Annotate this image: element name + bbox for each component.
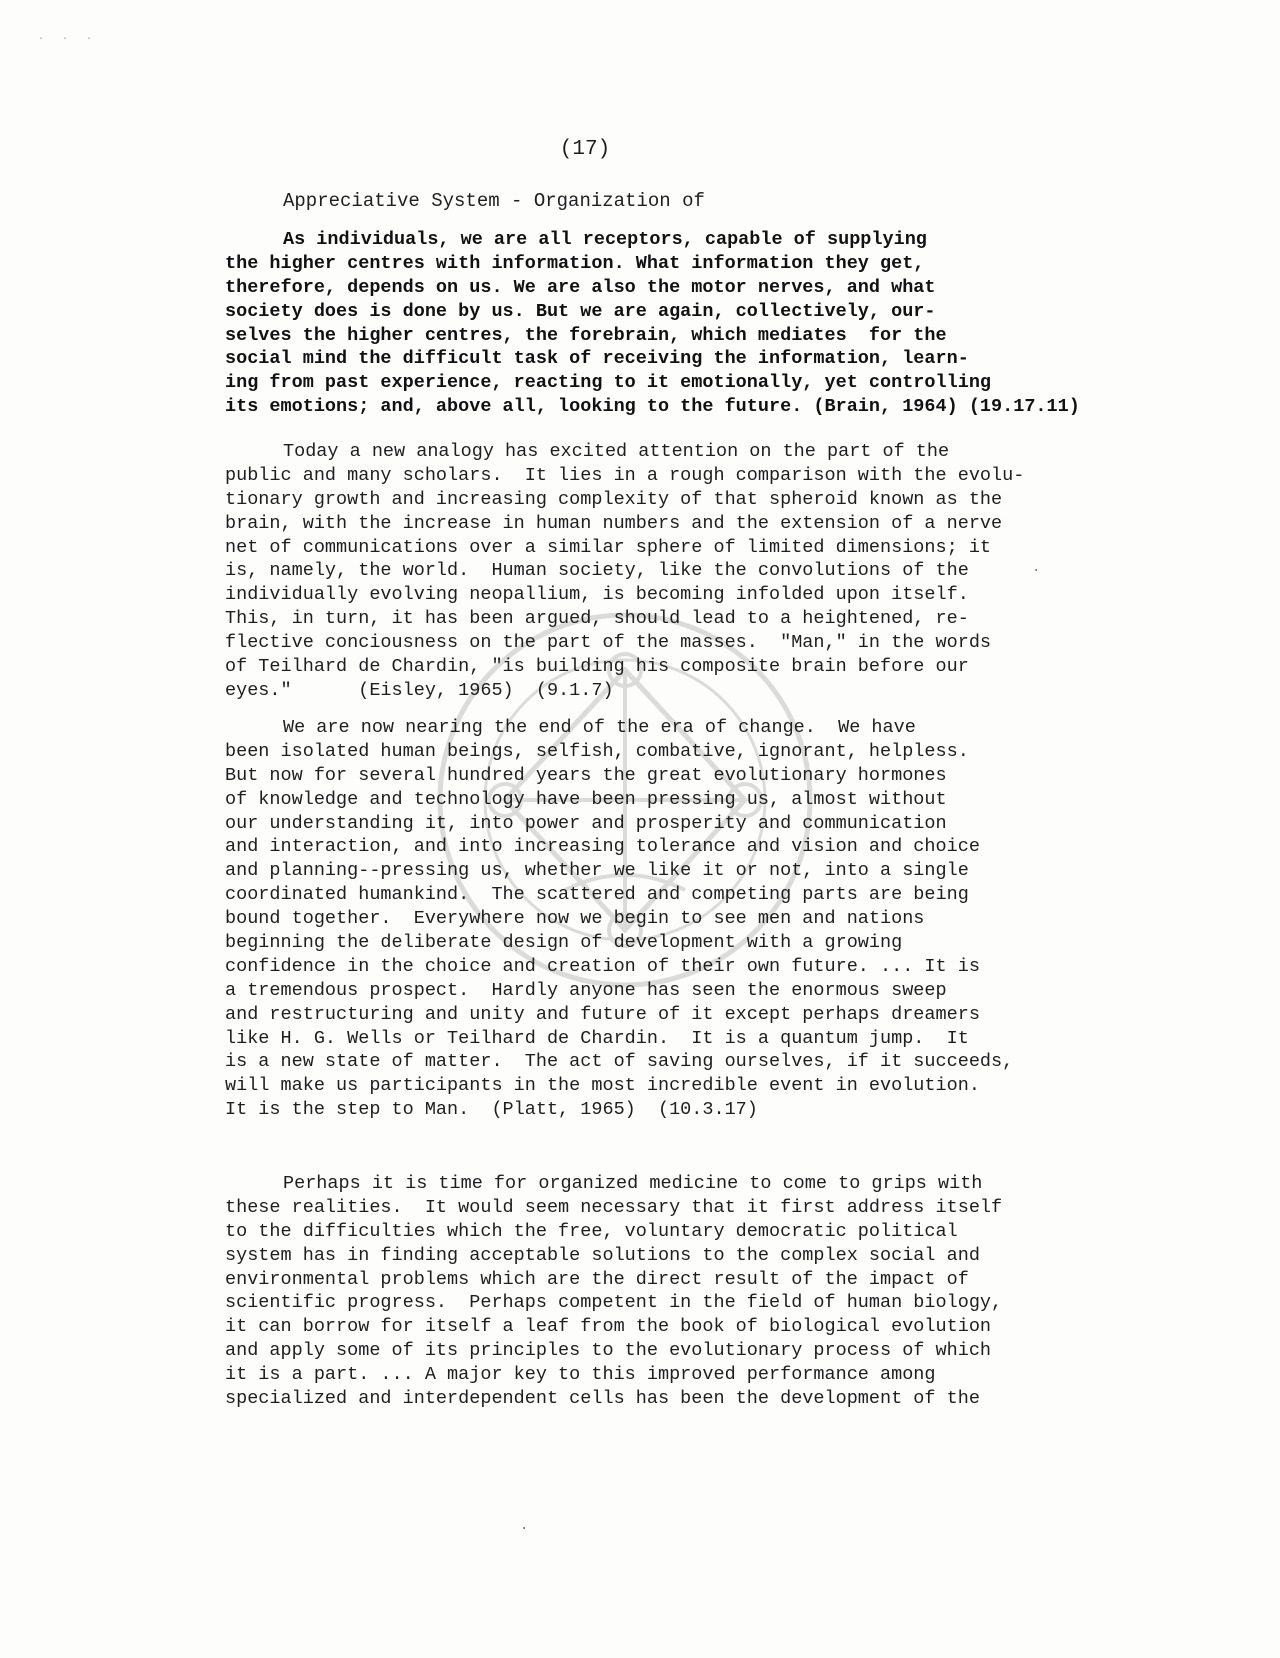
text-line: eyes." (Eisley, 1965) (9.1.7) [225,679,614,701]
text-line: environmental problems which are the direct result of the impact of [225,1268,969,1290]
text-line: is a new state of matter. The act of saving ourselves, if it succeeds, [225,1051,1014,1073]
text-line: will make us participants in the most incredible event in evolution. [225,1075,980,1097]
text-line: Today a new analogy has excited attention on the part of the [283,441,950,462]
text-line: and apply some of its principles to the evolutionary process of which [225,1340,992,1362]
text-line: system has in finding acceptable solutions to the complex social and [225,1244,980,1266]
text-line: It is the step to Man. (Platt, 1965) (10.3.17) [225,1099,758,1121]
page-number: (17) [559,138,611,161]
section-title: Appreciative System - Organization of [283,190,705,212]
text-line: its emotions; and, above all, looking to the future. (Brain, 1964) (19.17.11) [225,396,1080,418]
text-line: specialized and interdependent cells has been the development of the [225,1388,980,1410]
text-line: tionary growth and increasing complexity of that spheroid known as the [225,488,1003,510]
text-line: the higher centres with information. What information they get, [225,252,925,274]
text-line: brain, with the increase in human numbers and the extension of a nerve [225,512,1003,534]
text-line: net of communications over a similar sphere of limited dimensions; it [225,536,992,558]
text-line: individually evolving neopallium, is becoming infolded upon itself. [225,584,969,606]
text-line: flective conciousness on the part of the masses. "Man," in the words [225,632,992,654]
stray-dot: . [1032,560,1041,576]
text-line: and planning--pressing us, whether we like it or not, into a single [225,860,969,882]
text-line: and interaction, and into increasing tolerance and vision and choice [225,836,980,858]
text-line: bound together. Everywhere now we begin to see men and nations [225,908,925,930]
text-line: therefore, depends on us. We are also the motor nerves, and what [225,276,936,298]
text-line: our understanding it, into power and prosperity and communication [225,812,947,834]
text-line: public and many scholars. It lies in a rough comparison with the evolu- [225,464,1025,486]
text-line: As individuals, we are all receptors, capable of supplying [283,229,927,250]
text-line: social mind the difficult task of receiving the information, learn- [225,348,969,370]
text-line: and restructuring and unity and future of it except perhaps dreamers [225,1003,980,1025]
scan-speck: · · · [38,34,99,45]
text-line: of knowledge and technology have been pressing us, almost without [225,788,947,810]
text-line: Perhaps it is time for organized medicine to come to grips with [283,1173,983,1194]
text-line: confidence in the choice and creation of their own future. ... It is [225,955,980,977]
text-line: these realities. It would seem necessary that it first address itself [225,1196,1003,1218]
text-line: society does is done by us. But we are again, collectively, our- [225,300,936,322]
text-line: it is a part. ... A major key to this improved performance among [225,1364,936,1386]
text-line: scientific progress. Perhaps competent in the field of human biology, [225,1292,1003,1314]
text-line: We are now nearing the end of the era of change. We have [283,717,916,738]
paragraph-1 [225,228,1080,419]
paragraph-3 [225,716,1013,1122]
text-line: of Teilhard de Chardin, "is building his composite brain before our [225,656,969,678]
paragraph-2 [225,440,1024,703]
text-line: beginning the deliberate design of development with a growing [225,932,903,954]
text-line: selves the higher centres, the forebrain, which mediates for the [225,324,947,346]
text-line: like H. G. Wells or Teilhard de Chardin. It is a quantum jump. It [225,1027,969,1049]
text-line: been isolated human beings, selfish, combative, ignorant, helpless. [225,740,969,762]
text-line: This, in turn, it has been argued, should lead to a heightened, re- [225,608,969,630]
text-line: coordinated humankind. The scattered and competing parts are being [225,884,969,906]
text-line: But now for several hundred years the great evolutionary hormones [225,764,947,786]
paragraph-4 [225,1172,1002,1411]
text-line: ing from past experience, reacting to it emotionally, yet controlling [225,372,992,394]
text-line: a tremendous prospect. Hardly anyone has seen the enormous sweep [225,979,947,1001]
text-line: is, namely, the world. Human society, like the convolutions of the [225,560,969,582]
text-line: it can borrow for itself a leaf from the book of biological evolution [225,1316,992,1338]
text-line: to the difficulties which the free, voluntary democratic political [225,1220,958,1242]
stray-dot: . [520,1518,529,1534]
